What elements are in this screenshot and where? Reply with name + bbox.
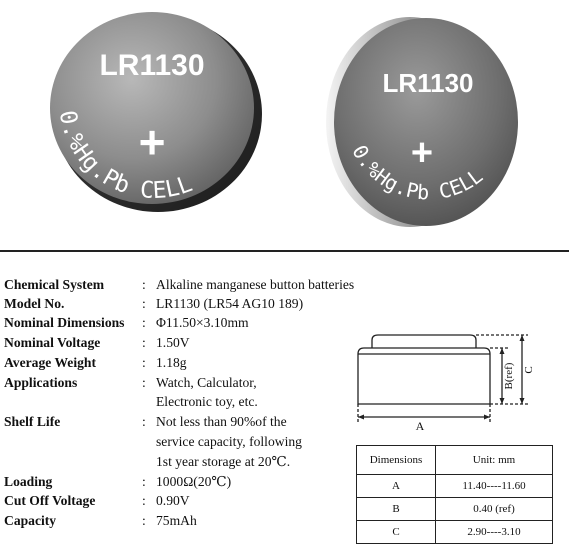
- spec-separator: :: [142, 513, 146, 528]
- table-header-cell: Unit: mm: [436, 446, 553, 475]
- spec-value: 1000Ω(20℃): [156, 474, 232, 489]
- spec-value: 0.90V: [156, 493, 190, 508]
- spec-value: Watch, Calculator,: [156, 375, 257, 390]
- dimension-label-a: A: [415, 419, 425, 433]
- spec-key: Nominal Voltage: [4, 335, 101, 350]
- spec-value: 75mAh: [156, 513, 197, 528]
- table-cell: C: [357, 521, 436, 544]
- spec-key: Shelf Life: [4, 414, 61, 429]
- spec-value: Alkaline manganese button batteries: [156, 277, 355, 292]
- spec-key: Average Weight: [4, 355, 96, 370]
- spec-separator: :: [142, 493, 146, 508]
- table-row: [357, 521, 553, 544]
- table-header-cell: Dimensions: [357, 446, 436, 475]
- spec-key: Nominal Dimensions: [4, 315, 125, 330]
- spec-separator: :: [142, 296, 146, 311]
- spec-key: Model No.: [4, 296, 65, 311]
- spec-value: LR1130 (LR54 AG10 189): [156, 296, 304, 311]
- spec-value: Not less than 90%of the: [156, 414, 287, 429]
- table-cell: 0.40 (ref): [436, 498, 553, 521]
- table-row: [357, 498, 553, 521]
- spec-separator: :: [142, 355, 146, 370]
- table-cell: A: [357, 475, 436, 498]
- spec-separator: :: [142, 375, 146, 390]
- spec-value: Φ11.50×3.10mm: [156, 315, 249, 330]
- dimensions-table: [356, 445, 553, 544]
- spec-key: Loading: [4, 474, 53, 489]
- spec-value: Electronic toy, etc.: [156, 394, 258, 409]
- spec-separator: :: [142, 277, 146, 292]
- spec-key: Chemical System: [4, 277, 105, 292]
- dimension-label-c: C: [523, 366, 535, 374]
- spec-separator: :: [142, 474, 146, 489]
- table-cell: 11.40----11.60: [436, 475, 553, 498]
- battery-ring-text-2: 0.%Hg.Pb CELL: [347, 140, 488, 205]
- spec-key: Cut Off Voltage: [4, 493, 96, 508]
- spec-key: Applications: [4, 375, 78, 390]
- battery-ring-text: 0.%Hg.Pb CELL: [53, 108, 196, 205]
- battery-model-label-2: LR1130: [382, 68, 474, 98]
- spec-separator: :: [142, 335, 146, 350]
- table-row: [357, 475, 553, 498]
- table-header-row: [357, 446, 553, 475]
- battery-product-images: [0, 0, 569, 240]
- table-cell: B: [357, 498, 436, 521]
- battery-plus-sign: +: [138, 116, 166, 168]
- dimension-label-b: B(ref): [503, 362, 515, 390]
- spec-value: 1st year storage at 20℃.: [156, 454, 291, 469]
- spec-separator: :: [142, 315, 146, 330]
- battery-perspective-view: [326, 17, 518, 227]
- battery-face-view: [50, 12, 262, 212]
- spec-value: service capacity, following: [156, 434, 302, 449]
- table-cell: 2.90----3.10: [436, 521, 553, 544]
- spec-value: 1.50V: [156, 335, 190, 350]
- battery-plus-sign-2: +: [410, 132, 434, 174]
- spec-value: 1.18g: [156, 355, 187, 370]
- battery-model-label: LR1130: [99, 49, 205, 82]
- spec-key: Capacity: [4, 513, 57, 528]
- section-divider: [0, 250, 569, 252]
- dimension-diagram: [350, 324, 550, 434]
- spec-separator: :: [142, 414, 146, 429]
